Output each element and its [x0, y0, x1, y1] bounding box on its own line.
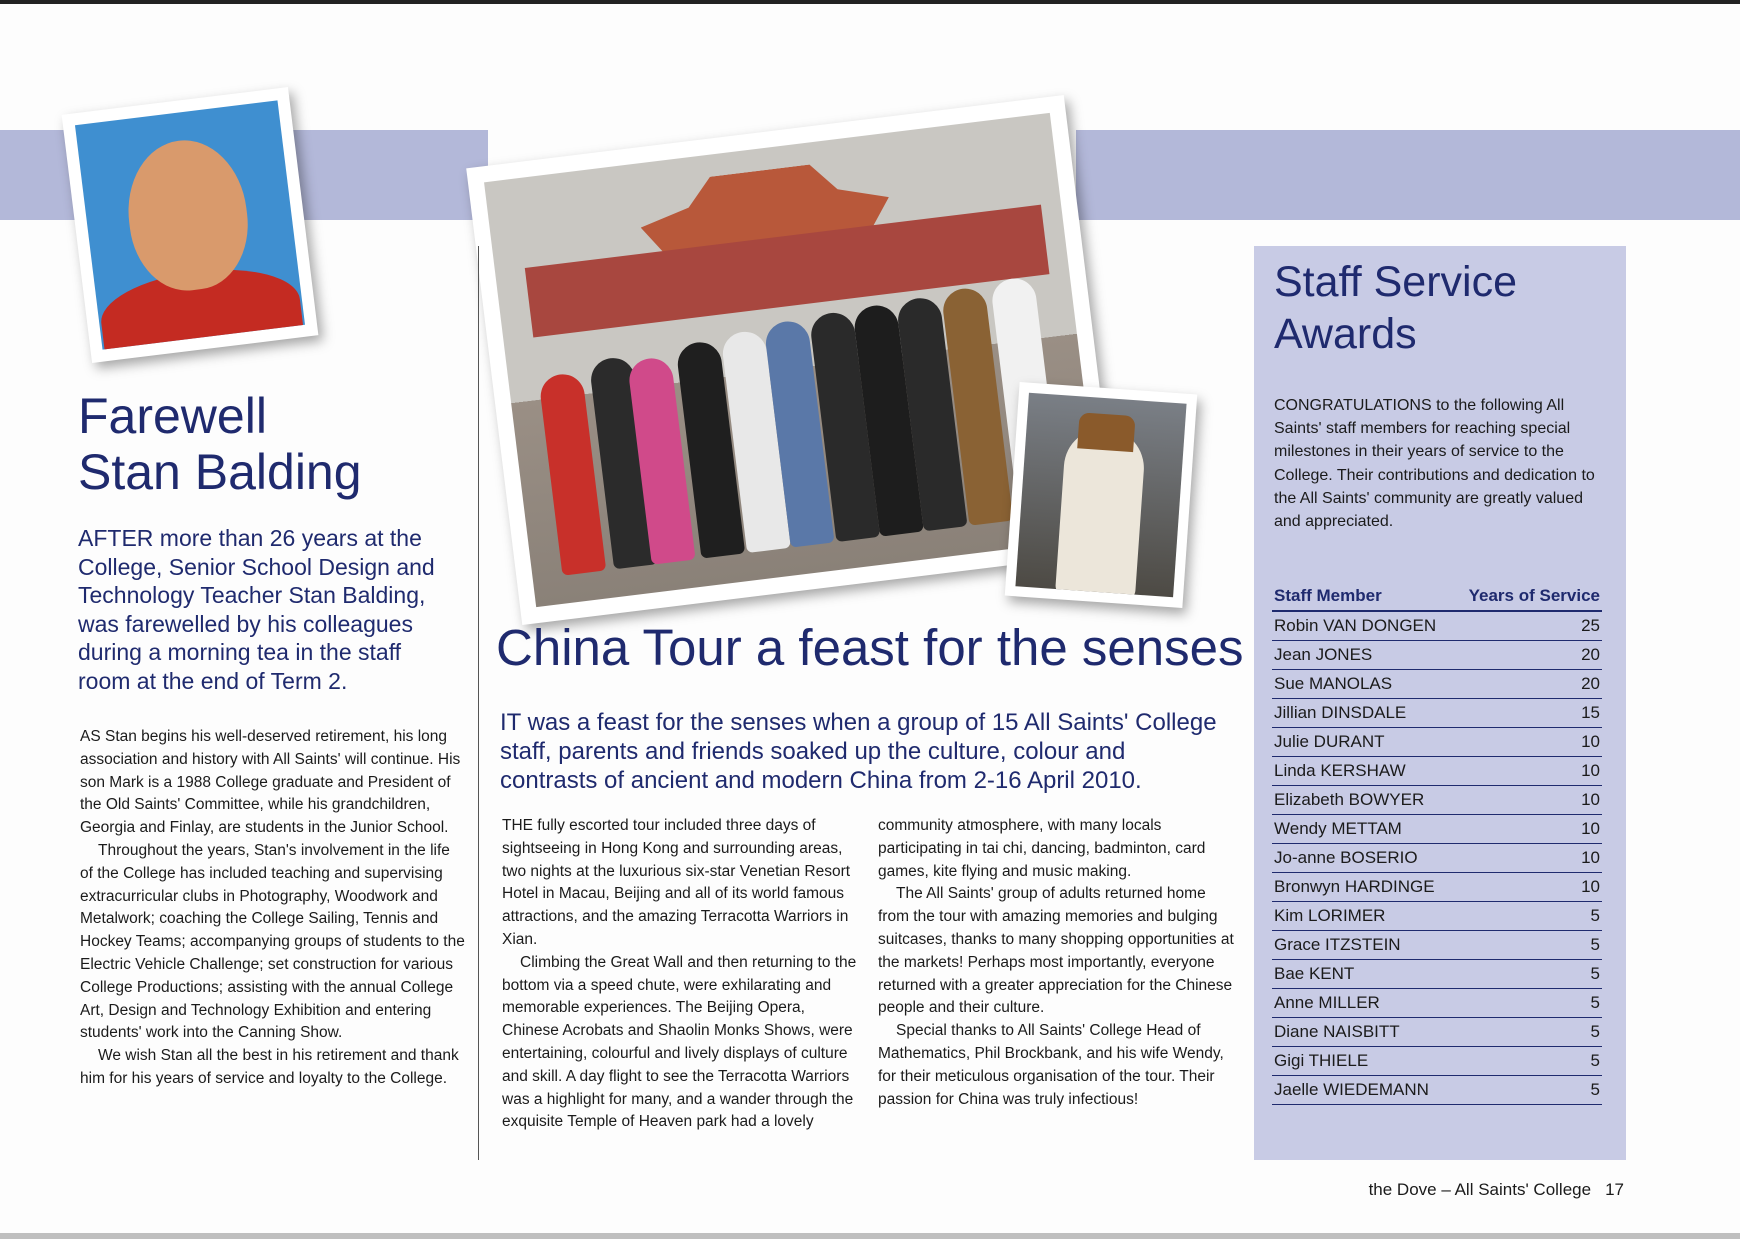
staff-member-cell: Sue MANOLAS [1272, 670, 1454, 699]
years-of-service-cell: 5 [1454, 1076, 1602, 1105]
page-footer [1369, 1180, 1624, 1200]
column-header-years-of-service: Years of Service [1454, 582, 1602, 611]
body-paragraph: THE fully escorted tour included three days of sightseeing in Hong Kong and surrounding areas, two nights at the luxurious six-star Venetian Resort Hotel in Macau, Beijing and all of its world famous attractions, and the amazing Terracotta Warriors in Xian. [502, 817, 851, 948]
staff-awards-heading [1274, 256, 1614, 360]
staff-member-cell: Julie DURANT [1272, 728, 1454, 757]
table-row [1272, 960, 1602, 989]
staff-member-cell: Elizabeth BOWYER [1272, 786, 1454, 815]
farewell-heading-line: Farewell [78, 388, 267, 444]
table-row [1272, 931, 1602, 960]
china-tour-column-1 [502, 815, 864, 1134]
years-of-service-cell: 5 [1454, 931, 1602, 960]
years-of-service-cell: 25 [1454, 611, 1602, 641]
statue-photo [1005, 382, 1197, 608]
years-of-service-cell: 10 [1454, 786, 1602, 815]
staff-member-cell: Diane NAISBITT [1272, 1018, 1454, 1047]
years-of-service-cell: 5 [1454, 902, 1602, 931]
column-header-staff-member: Staff Member [1272, 582, 1454, 611]
table-row [1272, 902, 1602, 931]
body-paragraph: We wish Stan all the best in his retirement and thank him for his years of service and loyalty to the College. [80, 1047, 459, 1087]
years-of-service-cell: 10 [1454, 728, 1602, 757]
staff-member-cell: Jillian DINSDALE [1272, 699, 1454, 728]
table-row [1272, 786, 1602, 815]
staff-member-cell: Jaelle WIEDEMANN [1272, 1076, 1454, 1105]
table-row [1272, 641, 1602, 670]
table-row [1272, 757, 1602, 786]
body-paragraph: AS Stan begins his well-deserved retirement, his long association and history with All Saints' will continue. His son Mark is a 1988 College graduate and President of the Old Saints' Committee, while his grandchildren, Georgia and Finlay, are students in the Junior School. [80, 728, 461, 837]
years-of-service-cell: 5 [1454, 989, 1602, 1018]
china-tour-lead-paragraph: IT was a feast for the senses when a group of 15 All Saints' College staff, parents and friends soaked up the culture, colour and contrasts of ancient and modern China from 2-16 April 2010. [500, 709, 1217, 794]
years-of-service-cell: 10 [1454, 873, 1602, 902]
years-of-service-cell: 5 [1454, 960, 1602, 989]
staff-member-cell: Linda KERSHAW [1272, 757, 1454, 786]
farewell-heading [78, 388, 438, 500]
table-row [1272, 989, 1602, 1018]
table-row [1272, 670, 1602, 699]
portrait-image [75, 100, 305, 349]
staff-member-cell: Jean JONES [1272, 641, 1454, 670]
staff-member-cell: Grace ITZSTEIN [1272, 931, 1454, 960]
statue-crown [1077, 412, 1135, 452]
table-row [1272, 1076, 1602, 1105]
staff-awards-rows [1272, 611, 1602, 1105]
farewell-lead-paragraph: AFTER more than 26 years at the College, Senior School Design and Technology Teacher Stan Balding, was farewelled by his colleagues during a morning tea in the staff room at the end of Term 2. [78, 525, 435, 694]
farewell-heading-line: Stan Balding [78, 444, 362, 500]
body-paragraph: Throughout the years, Stan's involvement in the life of the College has included teaching and supervising extracurricular clubs in Photography, Woodwork and Metalwork; coaching the College Sailing, Tennis and Hockey Teams; accompanying groups of students to the Electric Vehicle Challenge; set construction for various College Productions; assisting with the annual College Art, Design and Technology Exhibition and entering students' work into the Canning Show. [80, 841, 465, 1042]
column-divider [478, 246, 479, 1160]
years-of-service-cell: 20 [1454, 641, 1602, 670]
staff-awards-table [1272, 582, 1602, 1105]
staff-member-cell: Kim LORIMER [1272, 902, 1454, 931]
body-paragraph: Special thanks to All Saints' College Head of Mathematics, Phil Brockbank, and his wife Wendy, for their meticulous organisation of the tour. Their passion for China was truly infectious! [878, 1022, 1224, 1108]
china-tour-column-2 [878, 815, 1240, 1111]
years-of-service-cell: 20 [1454, 670, 1602, 699]
awards-heading-line: Staff Service [1274, 258, 1517, 306]
farewell-body [80, 726, 466, 1091]
table-header-row [1272, 582, 1602, 611]
header-band-right [1076, 130, 1740, 220]
page-top-edge [0, 0, 1740, 4]
table-row [1272, 699, 1602, 728]
china-tour-heading: China Tour a feast for the senses [496, 619, 1244, 676]
staff-awards-intro: CONGRATULATIONS to the following All Saints' staff members for reaching special milestones in their years of service to the College. Their contributions and dedication to the All Saints' community are greatly valued and appreciated. [1274, 397, 1595, 531]
table-row [1272, 1047, 1602, 1076]
statue-image [1015, 393, 1186, 598]
body-paragraph: Climbing the Great Wall and then returning to the bottom via a speed chute, were exhilarating and memorable experiences. The Beijing Opera, Chinese Acrobats and Shaolin Monks Shows, were entertaining, colourful and lively displays of culture and skill. A day flight to see the Terracotta Warriors was a highlight for many, and a wander through the exquisite Temple of Heaven park had a lovely [502, 953, 857, 1131]
table-row [1272, 728, 1602, 757]
staff-member-cell: Bae KENT [1272, 960, 1454, 989]
years-of-service-cell: 5 [1454, 1018, 1602, 1047]
staff-member-cell: Jo-anne BOSERIO [1272, 844, 1454, 873]
staff-member-cell: Bronwyn HARDINGE [1272, 873, 1454, 902]
table-row [1272, 1018, 1602, 1047]
page-bottom-edge [0, 1233, 1740, 1239]
staff-member-cell: Robin VAN DONGEN [1272, 611, 1454, 641]
years-of-service-cell: 10 [1454, 844, 1602, 873]
publication-name: the Dove – All Saints' College [1368, 1180, 1592, 1199]
table-row [1272, 815, 1602, 844]
body-paragraph: The All Saints' group of adults returned home from the tour with amazing memories and bulging suitcases, thanks to many shopping opportunities at the markets! Perhaps most importantly, everyone returned with a greater appreciation for the Chinese people and their culture. [878, 885, 1234, 1017]
stan-portrait-photo [62, 87, 319, 363]
years-of-service-cell: 10 [1454, 757, 1602, 786]
years-of-service-cell: 10 [1454, 815, 1602, 844]
awards-heading-line: Awards [1274, 310, 1417, 358]
years-of-service-cell: 5 [1454, 1047, 1602, 1076]
staff-member-cell: Wendy METTAM [1272, 815, 1454, 844]
years-of-service-cell: 15 [1454, 699, 1602, 728]
table-row [1272, 611, 1602, 641]
table-row [1272, 844, 1602, 873]
table-row [1272, 873, 1602, 902]
staff-member-cell: Anne MILLER [1272, 989, 1454, 1018]
staff-member-cell: Gigi THIELE [1272, 1047, 1454, 1076]
page-number: 17 [1605, 1180, 1624, 1199]
body-paragraph: community atmosphere, with many locals participating in tai chi, dancing, badminton, card games, kite flying and music making. [878, 817, 1206, 880]
